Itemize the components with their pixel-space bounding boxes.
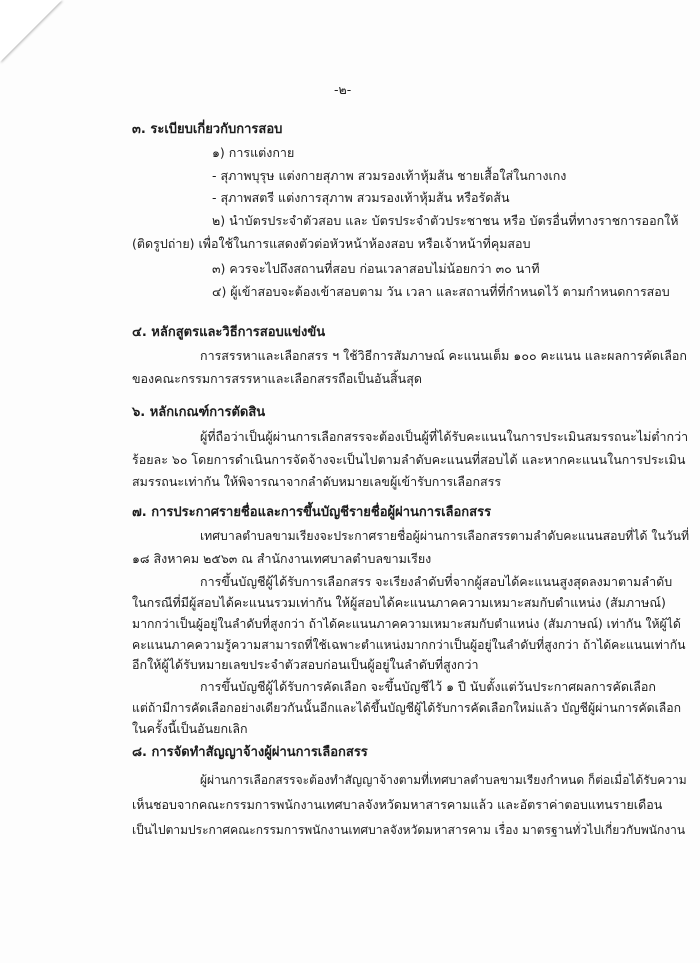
section-6-para-1: ผู้ที่ถือว่าเป็นผู้ผ่านการเลือกสรรจะต้องเป็นผู้ที่ได้รับคะแนนในการประเมินสมรรถนะไม่ต่ำกว่า (200, 429, 689, 444)
section-4-heading: ๔. หลักสูตรและวิธีการสอบแข่งขัน (132, 325, 326, 340)
section-7-para-3b: แต่ถ้ามีการคัดเลือกอย่างเดียวกันนั้นอีกและได้ขึ้นบัญชีผู้ได้รับการคัดเลือกใหม่แล้ว บัญชีผู้ผ่านการคัดเลือก (132, 701, 682, 715)
section-7-heading: ๗. การประกาศรายชื่อและการขึ้นบัญชีรายชื่อผู้ผ่านการเลือกสรร (132, 505, 492, 520)
section-7-para-3c: ในครั้งนี้เป็นอันยกเลิก (132, 721, 248, 736)
section-8-para-1: ผู้ผ่านการเลือกสรรจะต้องทำสัญญาจ้างตามที่เทศบาลตำบลขามเรียงกำหนด ก็ต่อเมื่อได้รับความ (200, 773, 687, 787)
section-8-para-2: เห็นชอบจากคณะกรรมการพนักงานเทศบาลจังหวัดมหาสารคามแล้ว และอัตราค่าตอบแทนรายเดือน (132, 797, 663, 812)
section-3-item-1: ๑) การแต่งกาย (212, 145, 295, 160)
section-6-para-3: สมรรถนะเท่ากัน ให้พิจารณาจากลำดับหมายเลขผู้เข้ารับการเลือกสรร (132, 474, 502, 489)
page-number: -๒- (334, 82, 352, 97)
section-4-para-2: ของคณะกรรมการสรรหาและเลือกสรรถือเป็นอันสิ้นสุด (132, 371, 422, 386)
section-3-item-1a: - สุภาพบุรุษ แต่งกายสุภาพ สวมรองเท้าหุ้มส้น ชายเสื้อใส่ในกางเกง (212, 168, 567, 183)
section-3-item-1b: - สุภาพสตรี แต่งการสุภาพ สวมรองเท้าหุ้มส้น หรือรัดส้น (212, 190, 510, 205)
section-7-para-1a: เทศบาลตำบลขามเรียงจะประกาศรายชื่อผู้ผ่านการเลือกสรรตามลำดับคะแนนสอบที่ได้ ในวันที่ (200, 529, 690, 543)
section-7-para-2e: อีกให้ผู้ได้รับหมายเลขประจำตัวสอบก่อนเป็นผู้อยู่ในลำดับที่สูงกว่า (132, 657, 479, 672)
section-3-item-3: ๓) ควรจะไปถึงสถานที่สอบ ก่อนเวลาสอบไม่น้อยกว่า ๓๐ นาที (212, 261, 540, 276)
section-6-heading: ๖. หลักเกณฑ์การตัดสิน (132, 405, 266, 420)
section-3-heading: ๓. ระเบียบเกี่ยวกับการสอบ (132, 122, 283, 137)
section-7-para-1b: ๑๘ สิงหาคม ๒๕๖๓ ณ สำนักงานเทศบาลตำบลขามเรียง (132, 551, 432, 566)
folded-corner (0, 0, 62, 62)
section-3-item-2-cont: (ติดรูปถ่าย) เพื่อใช้ในการแสดงตัวต่อหัวหน้าห้องสอบ หรือเจ้าหน้าที่คุมสอบ (132, 236, 531, 251)
section-7-para-2d: คะแนนภาคความรู้ความสามารถที่ใช้เฉพาะตำแหน่งมากกว่าเป็นผู้อยู่ในลำดับที่สูงกว่า ถ้าได้คะแนนเท่ากัน (132, 638, 686, 652)
section-7-para-2b: ในกรณีที่มีผู้สอบได้คะแนนรวมเท่ากัน ให้ผู้สอบได้คะแนนภาคความเหมาะสมกับตำแหน่ง (สัมภาษณ์) (132, 595, 666, 610)
section-8-para-3: เป็นไปตามประกาศคณะกรรมการพนักงานเทศบาลจังหวัดมหาสารคาม เรื่อง มาตรฐานทั่วไปเกี่ยวกับพนักงาน (132, 823, 686, 837)
section-3-item-2: ๒) นำบัตรประจำตัวสอบ และ บัตรประจำตัวประชาชน หรือ บัตรอื่นที่ทางราชการออกให้ (212, 213, 679, 228)
section-7-para-2c: มากกว่าเป็นผู้อยู่ในลำดับที่สูงกว่า ถ้าได้คะแนนภาคความเหมาะสมกับตำแหน่ง (สัมภาษณ์) เท่ากัน ให้ผู้ได้ (132, 617, 681, 631)
section-7-para-3a: การขึ้นบัญชีผู้ได้รับการคัดเลือก จะขึ้นบัญชีไว้ ๑ ปี นับตั้งแต่วันประกาศผลการคัดเลือก (200, 679, 656, 694)
section-4-para-1: การสรรหาและเลือกสรร ฯ ใช้วิธีการสัมภาษณ์ คะแนนเต็ม ๑๐๐ คะแนน และผลการคัดเลือก (200, 348, 687, 363)
section-6-para-2: ร้อยละ ๖๐ โดยการดำเนินการจัดจ้างจะเป็นไปตามลำดับคะแนนที่สอบได้ และหากคะแนนในการประเมิน (132, 452, 686, 467)
section-3-item-4: ๔) ผู้เข้าสอบจะต้องเข้าสอบตาม วัน เวลา และสถานที่ที่กำหนดไว้ ตามกำหนดการสอบ (212, 284, 670, 299)
section-8-heading: ๘. การจัดทำสัญญาจ้างผู้ผ่านการเลือกสรร (132, 745, 368, 760)
section-7-para-2a: การขึ้นบัญชีผู้ได้รับการเลือกสรร จะเรียงลำดับที่จากผู้สอบได้คะแนนสูงสุดลงมาตามลำดับ (200, 574, 673, 589)
